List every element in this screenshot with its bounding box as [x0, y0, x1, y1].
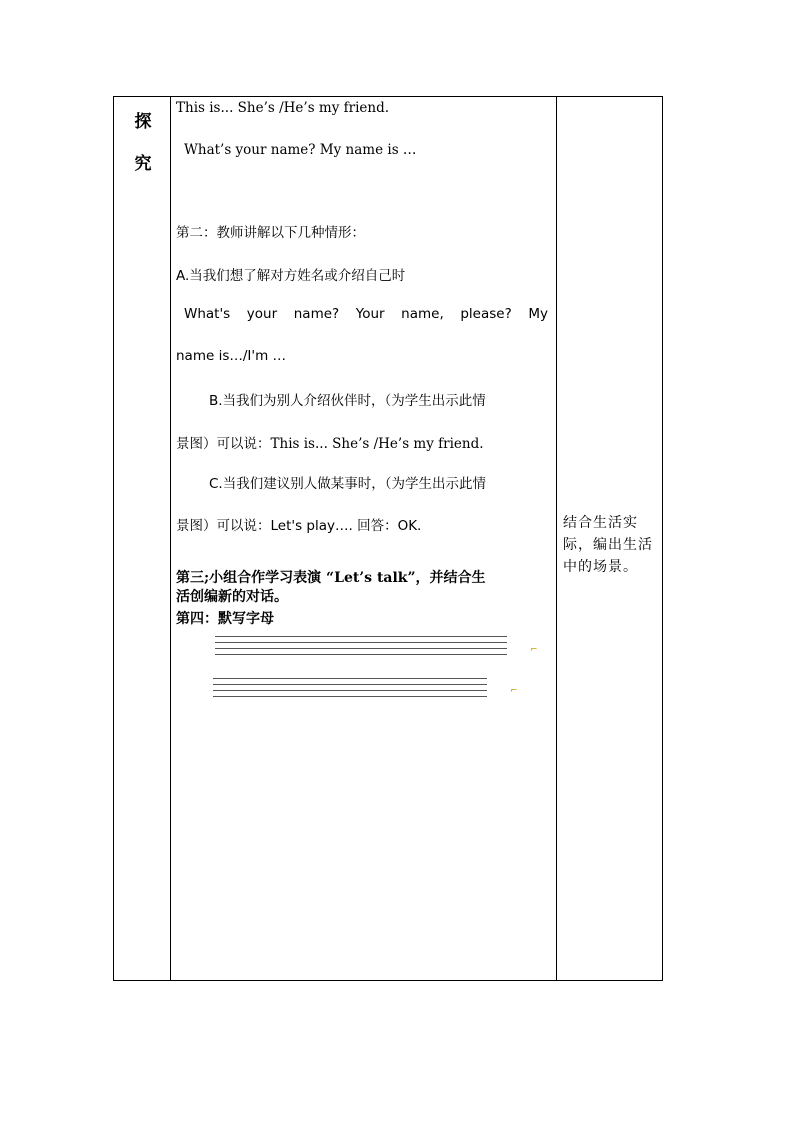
handwriting-lines [215, 636, 507, 660]
example-word: My [528, 306, 548, 322]
example-word: What's [184, 306, 231, 322]
example-word: Your [355, 306, 385, 322]
column-divider [556, 97, 557, 980]
handwriting-lines [213, 678, 487, 702]
case-a-text: A.当我们想了解对方姓名或介绍自己时 [176, 268, 406, 284]
case-b-prefix: 景图）可以说： [176, 436, 271, 452]
section-three-line1: 第三;小组合作学习表演 “Let’s talk”，并结合生 [176, 570, 486, 586]
row-label-char-1: 探 [134, 112, 152, 132]
section-three-line2: 活创编新的对话。 [176, 589, 288, 605]
case-c-example: 景图）可以说：Let's play…. 回答：OK. [176, 518, 422, 534]
text-line-name-question: What’s your name? My name is … [184, 142, 417, 158]
example-word: your [246, 306, 278, 322]
case-a-example [184, 306, 548, 322]
text-line-intro: This is... She’s /He’s my friend. [176, 100, 390, 116]
case-a-example-cont: name is…/I'm … [176, 348, 287, 364]
case-b-text: B.当我们为别人介绍伙伴时，（为学生出示此情 [209, 393, 486, 409]
section-four-heading: 第四：默写字母 [176, 611, 274, 627]
paragraph-mark-icon: ⌐ [510, 686, 518, 696]
case-b-english: This is... She’s /He’s my friend. [270, 436, 484, 452]
paragraph-mark-icon: ⌐ [530, 645, 538, 655]
side-note: 结合生活实际，编出生活中的场景。 [563, 515, 653, 575]
section-two-heading: 第二：教师讲解以下几种情形： [176, 225, 365, 241]
case-c-text: C.当我们建议别人做某事时，（为学生出示此情 [209, 476, 486, 492]
example-word: name? [293, 306, 340, 322]
row-label-char-2: 究 [134, 154, 152, 174]
example-word: name, [401, 306, 444, 322]
example-word: please? [460, 306, 512, 322]
case-b-example [176, 432, 484, 452]
column-divider [170, 97, 171, 980]
